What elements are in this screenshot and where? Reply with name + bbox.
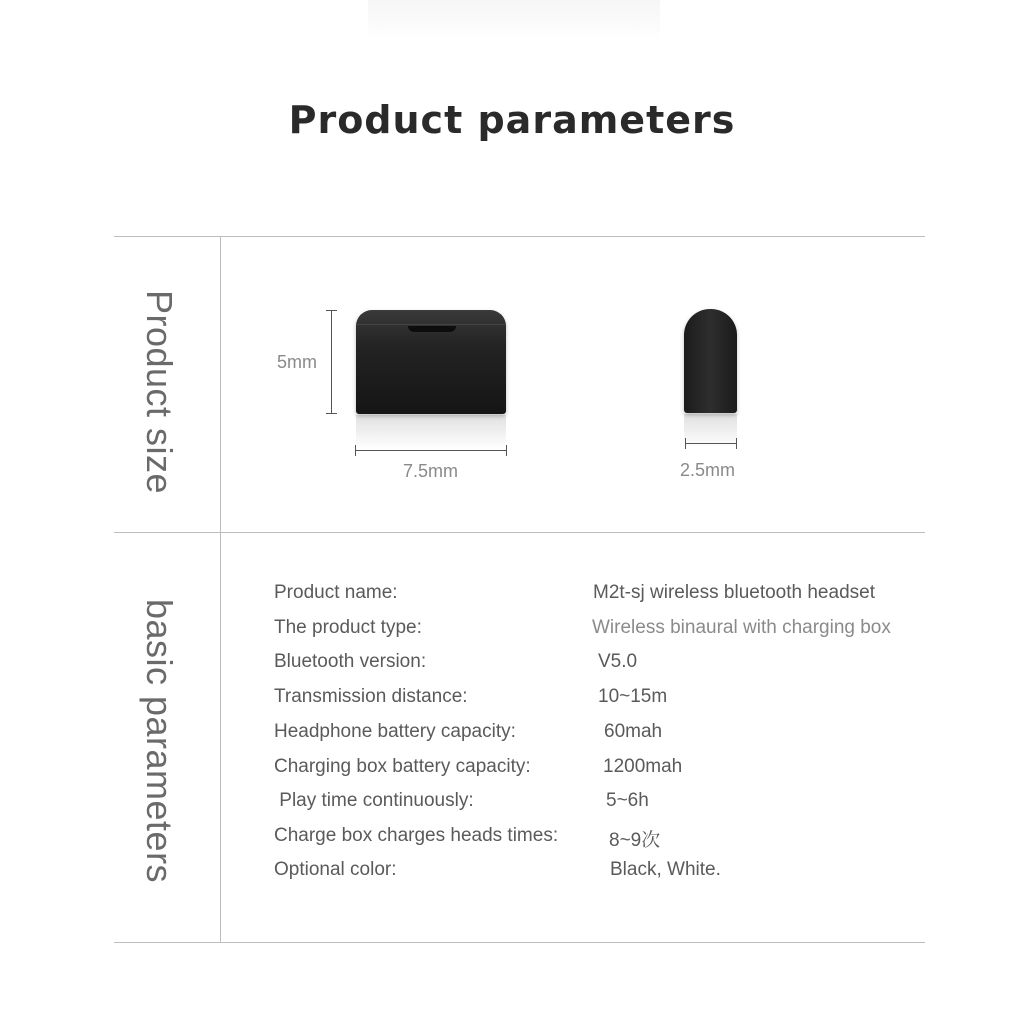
param-value: 5~6h xyxy=(606,790,649,811)
param-value: 8~9次 xyxy=(609,830,661,851)
param-value: 10~15m xyxy=(598,686,668,707)
param-row-bluetooth-version xyxy=(274,651,954,679)
basic-parameters-label: basic parameters xyxy=(139,598,180,884)
param-name: Headphone battery capacity: xyxy=(274,721,516,742)
param-row-play-time xyxy=(274,790,954,818)
case-width-text: 7.5mm xyxy=(403,461,459,481)
case-height-text: 5mm xyxy=(277,352,317,372)
page-title: Product parameters xyxy=(288,98,736,142)
param-name: The product type: xyxy=(274,617,422,638)
param-value: M2t-sj wireless bluetooth headset xyxy=(593,582,875,603)
param-name: Charge box charges heads times: xyxy=(274,825,559,846)
param-row-charge-times xyxy=(274,825,954,853)
case-width-dimension-line xyxy=(355,450,507,451)
table-top-border xyxy=(114,236,925,237)
earbud-width-dimension-line xyxy=(685,443,737,444)
param-row-charging-box-battery xyxy=(274,756,954,784)
param-value: Black, White. xyxy=(610,859,721,880)
case-slot xyxy=(408,326,456,332)
param-name: Charging box battery capacity: xyxy=(274,756,531,777)
param-row-product-type xyxy=(274,617,954,645)
param-name: Play time continuously: xyxy=(274,790,474,811)
param-row-optional-color xyxy=(274,859,954,887)
param-name: Product name: xyxy=(274,582,398,603)
case-reflection xyxy=(356,415,506,449)
param-value: 1200mah xyxy=(603,756,683,777)
param-value: 60mah xyxy=(604,721,663,742)
product-size-label: Product size xyxy=(139,289,180,495)
param-name: Transmission distance: xyxy=(274,686,468,707)
case-lid-line xyxy=(356,324,506,325)
charging-case xyxy=(356,310,506,414)
earbud-width-text: 2.5mm xyxy=(680,460,736,480)
table-bottom-border xyxy=(114,942,925,943)
param-row-product-name xyxy=(274,582,954,610)
param-name: Bluetooth version: xyxy=(274,651,427,672)
param-row-transmission-distance xyxy=(274,686,954,714)
param-value: Wireless binaural with charging box xyxy=(592,617,891,638)
section-divider xyxy=(114,532,925,533)
param-value: V5.0 xyxy=(598,651,638,672)
earbud xyxy=(684,309,737,413)
case-height-dimension-line xyxy=(331,310,332,414)
param-name: Optional color: xyxy=(274,859,397,880)
label-column-divider xyxy=(220,236,221,942)
param-row-headphone-battery xyxy=(274,721,954,749)
top-fade-decoration xyxy=(368,0,660,42)
